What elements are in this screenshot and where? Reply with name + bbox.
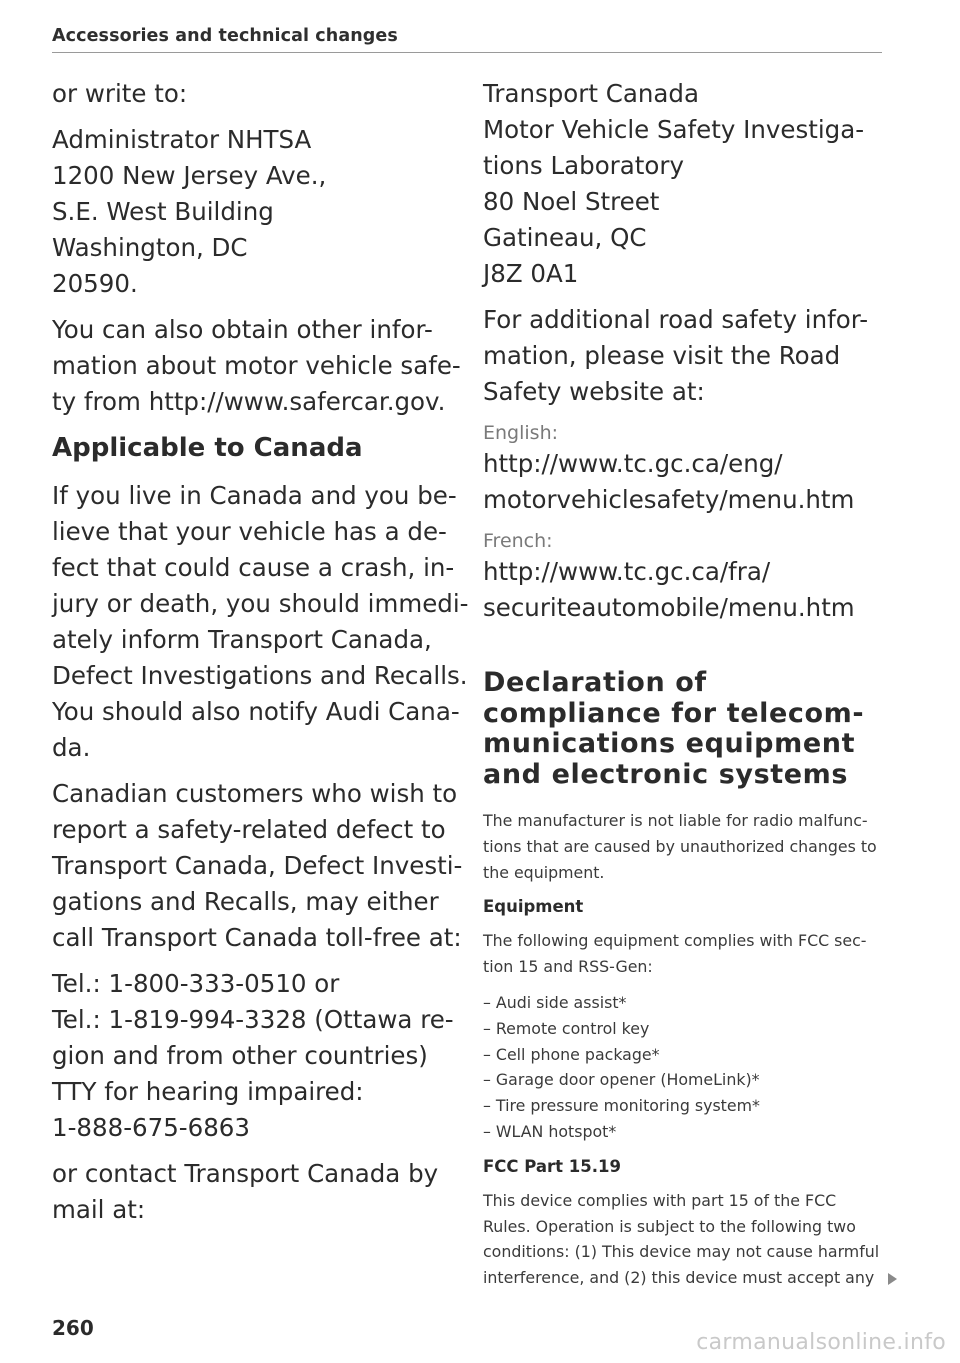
watermark: carmanualsonline.info [696,1330,946,1355]
text-line: Defect Investigations and Recalls. [52,661,468,690]
list-item: – Cell phone package* [483,1044,660,1064]
heading-line: and electronic systems [483,758,849,790]
address-line: 1200 New Jersey Ave., [52,161,327,190]
text-line: The following equipment complies with FCC sec- [483,931,867,951]
list-item: – WLAN hotspot* [483,1121,617,1141]
address-line: Gatineau, QC [483,223,647,252]
text-line: Canadian customers who wish to [52,779,458,808]
text-line: gations and Recalls, may either [52,887,439,916]
text-line: Rules. Operation is subject to the following two [483,1216,856,1236]
address-line: Administrator NHTSA [52,125,312,154]
heading-applicable-canada: Applicable to Canada [52,433,363,463]
paragraph-canadian-customers [52,776,463,956]
paragraph-fcc-rules [483,1188,898,1291]
address-line: S.E. West Building [52,197,274,226]
page-number: 260 [52,1316,94,1340]
text-line: Tel.: 1-819-994-3328 (Ottawa re- [52,1005,454,1034]
url-french[interactable] [483,554,898,626]
heading-fcc-part: FCC Part 15.19 [483,1156,621,1176]
text-line: Safety website at: [483,377,705,406]
text-line: ately inform Transport Canada, [52,625,432,654]
label-english: English: [483,422,559,444]
text-line: jury or death, you should immedi- [52,589,469,618]
text-line: tions that are caused by unauthorized changes to [483,836,877,856]
text-line: the equipment. [483,862,605,882]
text-line: For additional road safety infor- [483,305,869,334]
text-line-last [483,1265,898,1291]
paragraph-write-to [52,76,460,112]
heading-line: Declaration of [483,667,707,698]
address-line: 80 Noel Street [483,187,660,216]
address-transport-canada [483,76,898,292]
list-item: – Tire pressure monitoring system* [483,1096,760,1116]
text-line: You should also notify Audi Cana- [52,697,460,726]
url-english[interactable] [483,446,898,518]
text-line: 1-888-675-6863 [52,1113,250,1142]
address-line: 20590. [52,269,138,298]
text-line: mation about motor vehicle safe- [52,351,461,380]
text-line: interference, and (2) this device must accept any [483,1268,875,1288]
text-line: mation, please visit the Road [483,341,841,370]
text-line: ty from http://www.safercar.gov. [52,387,446,416]
list-item: – Garage door opener (HomeLink)* [483,1070,760,1090]
text-line: Tel.: 1-800-333-0510 or [52,969,340,998]
right-column [483,76,898,1291]
heading-declaration [483,668,898,790]
running-header [52,24,882,53]
label-french: French: [483,530,553,552]
text-line: tion 15 and RSS-Gen: [483,957,653,977]
text-line: call Transport Canada toll-free at: [52,923,462,952]
list-item: – Audi side assist* [483,992,627,1012]
text-line: gion and from other countries) [52,1041,428,1070]
address-nhtsa [52,122,460,302]
paragraph-contact-mail [52,1156,460,1228]
text-line: The manufacturer is not liable for radio malfunc- [483,811,868,830]
paragraph-manufacturer-liability [483,808,898,885]
url-line[interactable]: http://www.tc.gc.ca/fra/ [483,557,771,586]
text-line: This device complies with part 15 of the FCC [483,1190,837,1210]
address-line: Motor Vehicle Safety Investiga- [483,115,865,144]
url-line[interactable]: http://www.tc.gc.ca/eng/ [483,449,783,478]
text-line: TTY for hearing impaired: [52,1077,364,1106]
text-line: Transport Canada, Defect Investi- [52,851,463,880]
left-column [52,76,469,1228]
url-line[interactable]: motorvehiclesafety/menu.htm [483,485,855,514]
paragraph-road-safety [483,302,898,410]
heading-line: munications equipment [483,728,856,759]
text-line: report a safety-related defect to [52,815,446,844]
text-line: mail at: [52,1195,146,1224]
address-line: Transport Canada [483,79,699,108]
text-line: You can also obtain other infor- [52,315,433,344]
list-item: – Remote control key [483,1018,650,1038]
paragraph-safercar [52,312,460,420]
phone-numbers [52,966,460,1146]
text-line: If you live in Canada and you be- [52,481,457,510]
paragraph-canada-defect [52,478,469,766]
heading-line: compliance for telecom- [483,697,865,729]
address-line: J8Z 0A1 [483,259,579,288]
heading-equipment: Equipment [483,897,584,917]
paragraph-fcc-compliance [483,928,898,980]
section-title: Accessories and technical changes [52,26,398,46]
address-line: tions Laboratory [483,151,684,180]
text-line: fect that could cause a crash, in- [52,553,455,582]
text-line: lieve that your vehicle has a de- [52,517,447,546]
continue-arrow-icon [888,1273,897,1285]
text-line: da. [52,733,91,762]
text-line: conditions: (1) This device may not cause harmful [483,1242,880,1262]
address-line: Washington, DC [52,233,248,262]
equipment-list [483,990,898,1145]
text-line: or contact Transport Canada by [52,1159,439,1188]
text-line: or write to: [52,79,188,108]
url-line[interactable]: securiteautomobile/menu.htm [483,593,855,622]
